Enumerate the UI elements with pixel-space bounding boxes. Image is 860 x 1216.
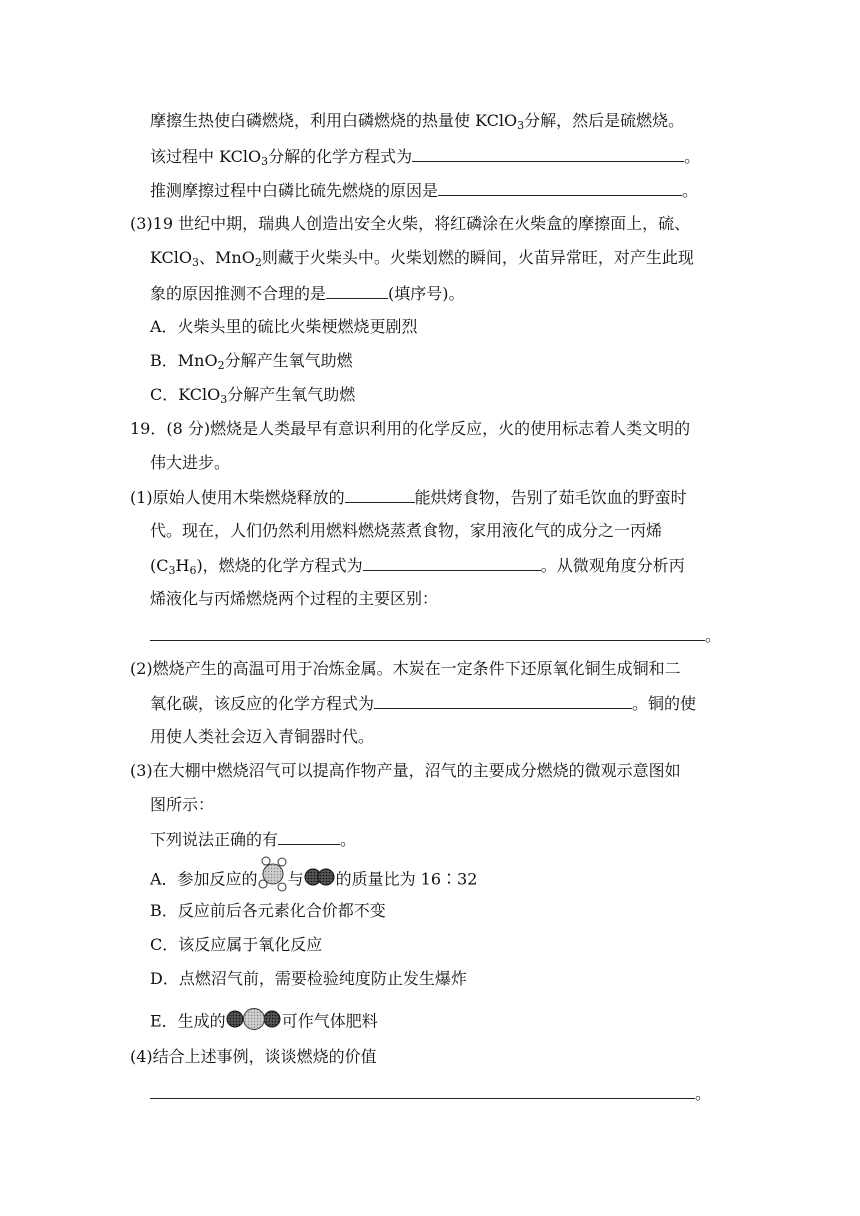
text-fragment: C．KClO (150, 385, 221, 404)
answer-blank[interactable] (374, 692, 632, 709)
text-fragment: 分解产生氧气助燃 (224, 351, 353, 370)
text-line: 烯液化与丙烯燃烧两个过程的主要区别： (150, 589, 439, 608)
text-line: (2)燃烧产生的高温可用于冶炼金属。木炭在一定条件下还原氧化铜生成铜和二 (130, 659, 681, 678)
text-line (150, 624, 721, 647)
text-fragment: 能烘烤食物，告别了茹毛饮血的野蛮时 (414, 488, 687, 507)
text-line (150, 247, 694, 269)
text-line: 代。现在，人们仍然利用燃料燃烧蒸煮食物，家用液化气的成分之一丙烯 (150, 521, 663, 540)
subscript: 3 (192, 256, 199, 269)
text-fragment: 。从微观角度分析丙 (540, 556, 685, 575)
text-line: (3)在大棚中燃烧沼气可以提高作物产量，沼气的主要成分燃烧的微观示意图如 (130, 761, 681, 780)
carbon-dioxide-molecule-icon (226, 1008, 282, 1036)
answer-blank[interactable] (326, 282, 388, 299)
methane-molecule-icon (258, 869, 288, 891)
text-fragment: 摩擦生热使白磷燃烧，利用白磷燃烧的热量使 KClO (150, 111, 518, 130)
answer-blank[interactable] (345, 486, 415, 503)
text-line (150, 828, 356, 851)
answer-blank[interactable] (278, 828, 340, 845)
option-b: B．反应前后各元素化合价都不变 (150, 901, 386, 920)
text-fragment: 。 (684, 147, 701, 166)
text-fragment: (1)原始人使用木柴燃烧释放的 (130, 488, 345, 507)
option-c (150, 384, 355, 406)
text-fragment: 则藏于火柴头中。火柴划燃的瞬间，火苗异常旺，对产生此现 (261, 248, 694, 267)
answer-blank[interactable] (438, 179, 682, 196)
oxygen-molecule-icon (304, 868, 336, 892)
text-fragment: 氧化碳，该反应的化学方程式为 (150, 694, 375, 713)
text-fragment: (填序号)。 (388, 284, 465, 303)
subscript: 3 (220, 393, 228, 406)
text-fragment: 可作气体肥料 (281, 1011, 378, 1031)
text-fragment: 。铜的使 (632, 694, 697, 713)
text-line: 伟大进步。 (150, 453, 231, 472)
text-line: 用使人类社会迈入青铜器时代。 (150, 727, 375, 746)
text-fragment: 。 (340, 830, 357, 849)
text-fragment: 下列说法正确的有 (150, 830, 279, 849)
option-d: D．点燃沼气前，需要检验纯度防止发生爆炸 (150, 969, 467, 988)
subscript: 3 (168, 564, 176, 577)
text-fragment: E．生成的 (150, 1011, 226, 1031)
subscript: 2 (217, 359, 225, 372)
text-line (150, 554, 685, 577)
text-fragment: 分解产生氧气助燃 (227, 385, 356, 404)
text-line (150, 179, 698, 202)
text-fragment: 象的原因推测不合理的是 (150, 284, 327, 303)
question-text: (3)19 世纪中期，瑞典人创造出安全火柴，将红磷涂在火柴盒的摩擦面上，硫、 (130, 214, 691, 233)
text-fragment: A．参加反应的 (150, 869, 258, 889)
subscript: 6 (189, 564, 197, 577)
text-fragment: 分解的化学方程式为 (268, 147, 413, 166)
text-fragment: 。 (705, 626, 722, 645)
text-fragment: H (175, 556, 190, 575)
text-fragment: )，燃烧的化学方程式为 (196, 556, 363, 575)
text-line (150, 110, 684, 132)
text-line (150, 1082, 711, 1105)
answer-blank[interactable] (412, 145, 684, 162)
text-fragment: 分解，然后是硫燃烧。 (524, 111, 685, 130)
text-fragment: (C (150, 556, 169, 575)
option-a (150, 868, 477, 892)
subscript: 3 (261, 155, 269, 168)
text-fragment: 推测摩擦过程中白磷比硫先燃烧的原因是 (150, 181, 439, 200)
option-b (150, 350, 353, 372)
text-line (150, 282, 465, 305)
question-19-title: 19．(8 分)燃烧是人类最早有意识利用的化学反应，火的使用标志着人类文明的 (130, 419, 691, 438)
text-fragment: B．MnO (150, 351, 218, 370)
text-fragment: 。 (682, 181, 699, 200)
text-line: (4)结合上述事例，谈谈燃烧的价值 (130, 1047, 377, 1066)
option-e (150, 1008, 378, 1036)
text-line (150, 145, 700, 168)
text-fragment: 该过程中 KClO (150, 147, 262, 166)
subscript: 2 (254, 256, 262, 269)
answer-blank[interactable] (363, 554, 541, 571)
text-fragment: KClO (150, 248, 192, 267)
text-line (130, 486, 687, 509)
option-a: A．火柴头里的硫比火柴梗燃烧更剧烈 (150, 317, 418, 336)
answer-blank[interactable] (150, 1082, 695, 1099)
text-fragment: 的质量比为 16∶32 (335, 869, 478, 889)
subscript: 3 (517, 119, 525, 132)
text-fragment: 。 (695, 1084, 712, 1103)
text-line (150, 692, 696, 715)
text-line: 图所示： (150, 795, 215, 814)
option-c: C．该反应属于氧化反应 (150, 935, 323, 954)
text-fragment: 、MnO (199, 248, 255, 267)
text-fragment: 与 (287, 869, 304, 889)
answer-blank[interactable] (150, 624, 705, 641)
